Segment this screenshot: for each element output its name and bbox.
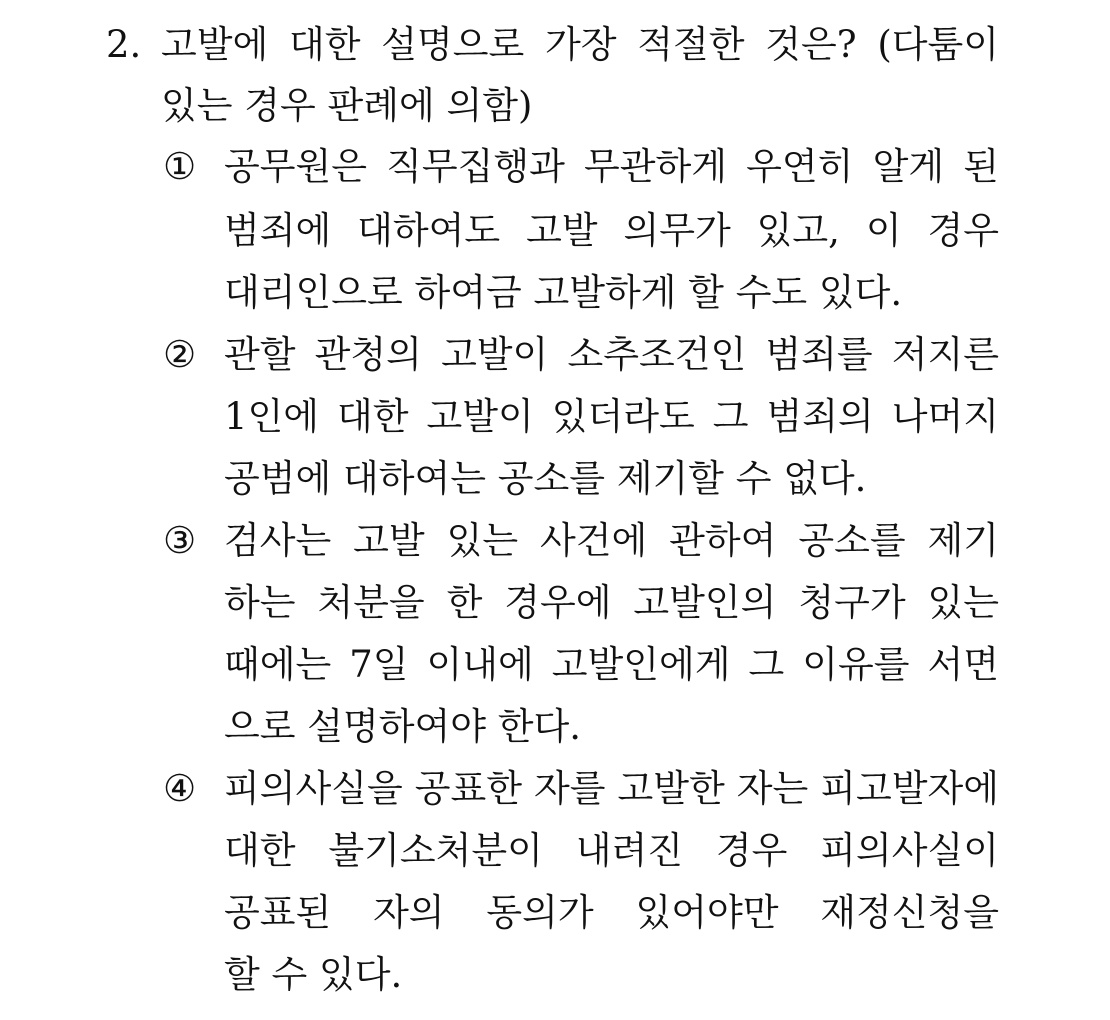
choice-3-line-4: 으로 설명하여야 한다. [224,705,581,748]
question-text-line-1: 고발에 대한 설명으로 가장 적절한 것은? (다툼이 [161,23,999,66]
choice-4-line-1: 피의사실을 공표한 자를 고발한 자는 피고발자에 [224,767,999,810]
choice-2-line-3: 공범에 대하여는 공소를 제기할 수 없다. [224,457,867,500]
choice-2-line-2: 1인에 대한 고발이 있더라도 그 범죄의 나머지 [224,395,999,438]
choice-1-marker: ① [163,145,197,188]
question-text-line-2: 있는 경우 판례에 의함) [161,84,533,127]
choice-1-line-3: 대리인으로 하여금 고발하게 할 수도 있다. [224,271,903,314]
choice-4-line-2: 대한 불기소처분이 내려진 경우 피의사실이 [224,829,999,872]
choice-2-line-1: 관할 관청의 고발이 소추조건인 범죄를 저지른 [224,333,999,376]
choice-4-line-4: 할 수 있다. [224,953,403,996]
choice-3-line-2: 하는 처분을 한 경우에 고발인의 청구가 있는 [224,581,999,624]
choice-1-line-2: 범죄에 대하여도 고발 의무가 있고, 이 경우 [224,209,999,252]
choice-4-line-3: 공표된 자의 동의가 있어야만 재정신청을 [224,891,999,934]
question-number: 2. [106,23,142,66]
choice-3-line-1: 검사는 고발 있는 사건에 관하여 공소를 제기 [224,519,999,562]
choice-3-marker: ③ [163,519,197,562]
choice-4-marker: ④ [163,767,197,810]
choice-3-line-3: 때에는 7일 이내에 고발인에게 그 이유를 서면 [224,643,999,686]
choice-2-marker: ② [163,333,197,376]
choice-1-line-1: 공무원은 직무집행과 무관하게 우연히 알게 된 [224,145,999,188]
